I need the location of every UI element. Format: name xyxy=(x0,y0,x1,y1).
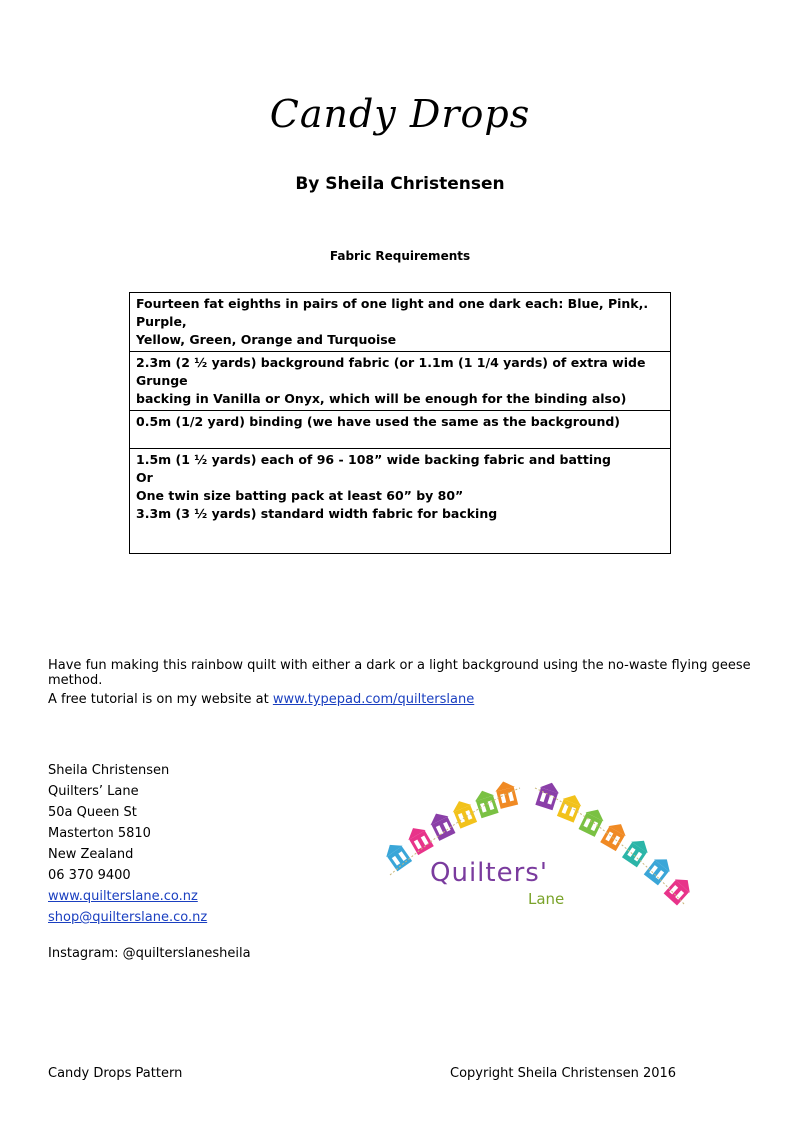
tutorial-paragraph xyxy=(48,692,474,707)
contact-phone: 06 370 9400 xyxy=(48,868,131,883)
bunting-house-icon xyxy=(621,835,652,868)
bunting-house-icon xyxy=(473,788,500,819)
table-row xyxy=(130,293,671,352)
bunting-house-icon xyxy=(578,805,607,837)
email-link[interactable]: shop@quilterslane.co.nz xyxy=(48,910,208,925)
requirement-line: 2.3m (2 ½ yards) background fabric (or 1.1m (1 1/4 yards) of extra wide Grunge xyxy=(136,355,646,388)
table-cell xyxy=(130,352,671,411)
requirement-line: 3.3m (3 ½ yards) standard width fabric for backing xyxy=(136,506,498,521)
bunting-house-icon xyxy=(385,839,413,872)
intro-paragraph: Have fun making this rainbow quilt with either a dark or a light background using the no-waste flying geese method. xyxy=(48,658,751,688)
tutorial-prefix: A free tutorial is on my website at xyxy=(48,692,273,707)
table-cell xyxy=(130,293,671,352)
footer-right: Copyright Sheila Christensen 2016 xyxy=(450,1066,677,1081)
bunting-house-icon xyxy=(663,873,695,906)
instagram-handle: Instagram: @quilterslanesheila xyxy=(48,946,251,961)
pattern-title: Candy Drops xyxy=(269,92,531,136)
table-row xyxy=(130,352,671,411)
website-link[interactable]: www.quilterslane.co.nz xyxy=(48,889,198,904)
table-row xyxy=(130,411,671,449)
table-cell xyxy=(130,411,671,449)
contact-city: Masterton 5810 xyxy=(48,826,151,841)
logo-sub: Lane xyxy=(528,890,565,908)
requirement-line: 0.5m (1/2 yard) binding (we have used the same as the background) xyxy=(136,414,621,429)
fabric-requirements-table xyxy=(129,292,671,554)
bunting-house-icon xyxy=(427,809,456,841)
contact-country: New Zealand xyxy=(48,847,134,862)
bunting-house-icon xyxy=(643,853,675,886)
requirement-line: Yellow, Green, Orange and Turquoise xyxy=(136,332,397,347)
bunting-house-icon xyxy=(534,780,561,811)
logo-name: Quilters' xyxy=(430,858,548,888)
bunting-house-icon xyxy=(599,819,629,852)
bunting-right xyxy=(534,780,695,906)
requirement-line: 1.5m (1 ½ yards) each of 96 - 108” wide backing fabric and batting xyxy=(136,452,611,467)
footer-left: Candy Drops Pattern xyxy=(48,1066,183,1081)
contact-business: Quilters’ Lane xyxy=(48,784,139,799)
author-line: By Sheila Christensen xyxy=(295,174,505,194)
contact-name: Sheila Christensen xyxy=(48,763,170,778)
contact-street: 50a Queen St xyxy=(48,805,137,820)
fabric-requirements-heading: Fabric Requirements xyxy=(329,249,471,263)
table-row xyxy=(130,449,671,554)
requirement-line: backing in Vanilla or Onyx, which will be enough for the binding also) xyxy=(136,391,627,406)
requirement-line: One twin size batting pack at least 60” by 80” xyxy=(136,488,464,503)
contact-block xyxy=(48,760,207,928)
tutorial-link[interactable]: www.typepad.com/quilterslane xyxy=(272,692,475,707)
bunting-house-icon xyxy=(404,823,434,856)
requirement-line: Or xyxy=(136,470,153,485)
table-cell xyxy=(130,449,671,554)
requirement-line: Fourteen fat eighths in pairs of one light and one dark each: Blue, Pink,. Purple, xyxy=(136,296,649,329)
